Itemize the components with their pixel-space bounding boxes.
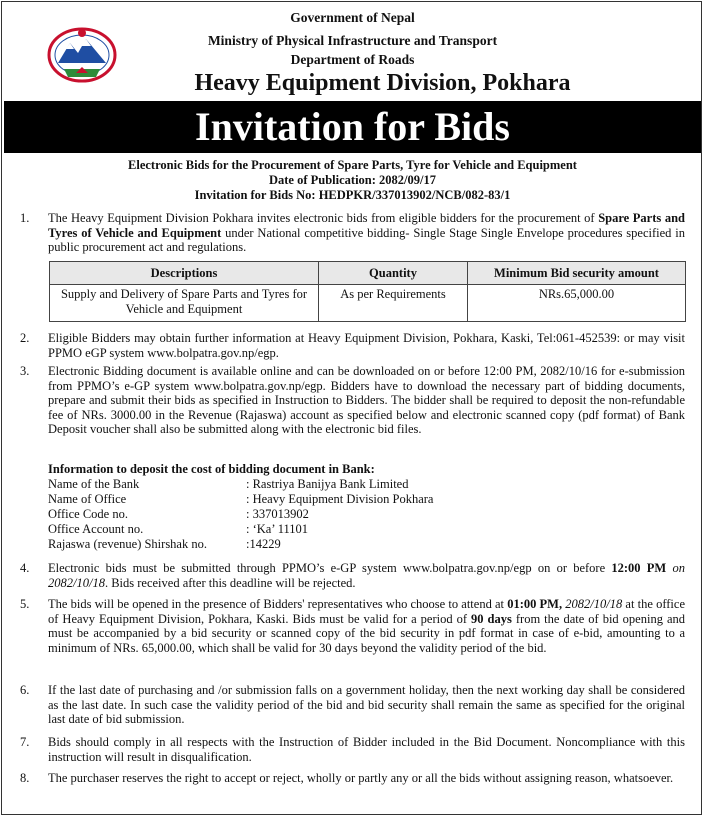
- bank-label: Rajaswa (revenue) Shirshak no.: [48, 537, 207, 551]
- item-4-text: Electronic bids must be submitted through PPMO’s e-GP system www.bolpatra.gov.np/egp on or before 12:00 PM on 2082/10/18. Bids received after this deadline will be rejected.: [48, 561, 685, 590]
- bank-value: :14229: [246, 537, 281, 551]
- bank-value: : Rastriya Banijya Bank Limited: [246, 477, 409, 491]
- item-5-text: The bids will be opened in the presence of Bidders' representatives who choose to attend at 01:00 PM, 2082/10/18 at the office of Heavy Equipment Division, Pokhara, Kaski. Bids must be valid for a period of 90 days from the date of bid opening and must be accompanied by a bid security or scanned copy of the bid security in pdf format in case of e-bid, amounting to a minimum of NRs. 65,000.00, which shall be valid for 30 days beyond the validity period of the bid.: [48, 597, 685, 655]
- invitation-banner: Invitation for Bids: [4, 101, 701, 153]
- bank-value: : ‘Ka’ 11101: [246, 522, 309, 536]
- bank-info-list: [48, 477, 648, 552]
- table-cell: Supply and Delivery of Spare Parts and Tyres for Vehicle and Equipment: [50, 285, 319, 322]
- item-number: 3.: [20, 364, 30, 378]
- item-number: 2.: [20, 331, 30, 345]
- table-cell: NRs.65,000.00: [468, 285, 686, 322]
- item-8-text: The purchaser reserves the right to accept or reject, wholly or partly any or all the bids without assigning reason, whatsoever.: [48, 771, 674, 785]
- table-cell: As per Requirements: [319, 285, 468, 322]
- office-title: Heavy Equipment Division, Pokhara: [194, 70, 571, 96]
- bank-value: : Heavy Equipment Division Pokhara: [246, 492, 434, 506]
- item-number: 4.: [20, 561, 30, 575]
- item-3-text: Electronic Bidding document is available online and can be downloaded on or before 12:00 PM, 2082/10/16 for e-submission from PPMO’s e-GP system www.bolpatra.gov.np/egp. Bidders have to download the necessary part of bidding documents, prepare and submit their bids as specified in Instruction to Bidders. The bidder shall be required to deposit the non-refundable fee of NRs. 3000.00 in the Revenue (Rajaswa) account as specified below and electronic scanned copy (pdf format) of Bank Deposit voucher shall also be submitted along with the electronic bid files.: [48, 364, 685, 437]
- bank-label: Name of Office: [48, 492, 127, 506]
- item-number: 8.: [20, 771, 30, 785]
- table-header: Quantity: [319, 262, 468, 285]
- table-header: Descriptions: [50, 262, 319, 285]
- item-2-text: Eligible Bidders may obtain further information at Heavy Equipment Division, Pokhara, Kaski, Tel:061-452539: or may visit PPMO eGP system www.bolpatra.gov.np/egp.: [48, 331, 685, 360]
- item-number: 6.: [20, 683, 30, 697]
- bid-table: [49, 261, 686, 322]
- table-header: Minimum Bid security amount: [468, 262, 686, 285]
- item-number: 5.: [20, 597, 30, 611]
- government-line: Government of Nepal: [290, 10, 415, 25]
- bank-value: : 337013902: [246, 507, 309, 521]
- bank-label: Office Account no.: [48, 522, 144, 536]
- publication-date: Date of Publication: 2082/09/17: [268, 173, 436, 187]
- bank-info-heading: Information to deposit the cost of bidding document in Bank:: [48, 462, 375, 476]
- bank-label: Name of the Bank: [48, 477, 140, 491]
- item-7-text: Bids should comply in all respects with the Instruction of Bidder included in the Bid Document. Noncompliance with this instruction will result in disqualification.: [48, 735, 685, 764]
- ifb-number: Invitation for Bids No: HEDPKR/337013902/NCB/082-83/1: [194, 188, 511, 202]
- item-1-text: The Heavy Equipment Division Pokhara invites electronic bids from eligible bidders for the procurement of Spare Parts and Tyres of Vehicle and Equipment under National competitive bidding- Single Stage Single Envelope procedures specified in public procurement act and regulations.: [48, 211, 685, 255]
- ministry-line: Ministry of Physical Infrastructure and Transport: [207, 33, 498, 48]
- item-number: 7.: [20, 735, 30, 749]
- item-number: 1.: [20, 211, 30, 225]
- item-6-text: If the last date of purchasing and /or submission falls on a government holiday, then the next working day shall be considered as the last date. In such case the validity period of the bid and bid security shall remain the same as specified for the original last date of bid submission.: [48, 683, 685, 727]
- department-line: Department of Roads: [290, 52, 415, 67]
- procurement-title: Electronic Bids for the Procurement of Spare Parts, Tyre for Vehicle and Equipment: [128, 158, 577, 172]
- bank-label: Office Code no.: [48, 507, 128, 521]
